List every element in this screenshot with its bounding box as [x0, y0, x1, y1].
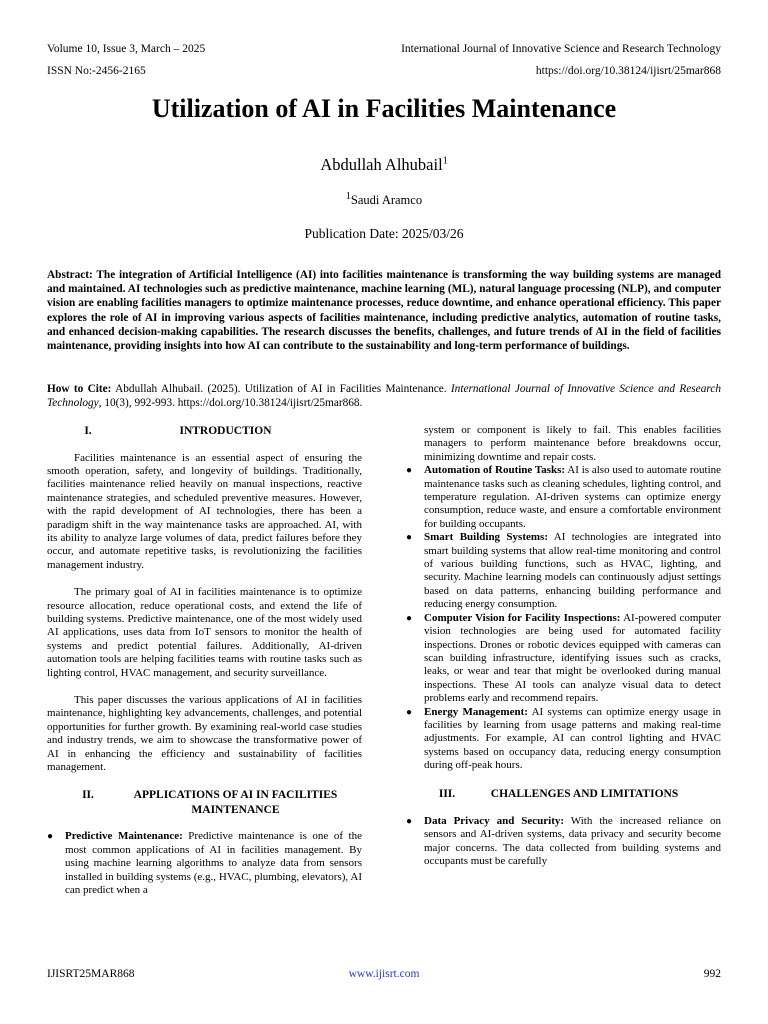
bullet-icon: ●: [406, 612, 413, 624]
bullet-lead: Energy Management:: [424, 705, 528, 718]
paper-title: Utilization of AI in Facilities Maintenance: [151, 94, 617, 123]
affiliation-sup: 1: [345, 190, 351, 202]
predictive-maintenance-continued: system or component is likely to fail. This enables facilities managers to perform maintenance before breakdowns occur, minimizing downtime and repair costs.: [424, 424, 721, 463]
website-link[interactable]: www.ijisrt.com: [348, 968, 420, 980]
header-journal: International Journal of Innovative Science and Research Technology: [401, 43, 721, 55]
author-name: Abdullah Alhubail: [320, 155, 443, 174]
header-doi-link[interactable]: https://doi.org/10.38124/ijisrt/25mar868: [535, 65, 721, 77]
bullet-energy-management: [406, 706, 721, 773]
how-to-cite: [47, 382, 721, 410]
section-number: I.: [84, 425, 92, 437]
bullet-text: Predictive maintenance is one of the most common applications of AI in facilities management. By using machine learning algorithms to analyze data from sensors installed in building systems (e.g., HVAC, plumbing, elevators), AI can predict when a: [65, 830, 362, 897]
cite-text-2: , 10(3), 992-993. https://doi.org/10.38124/ijisrt/25mar868.: [98, 397, 363, 410]
bullet-icon: ●: [406, 532, 413, 544]
footer-page-number: 992: [703, 968, 721, 980]
section-heading-applications: [47, 788, 362, 817]
cite-label: How to Cite:: [47, 383, 112, 395]
bullet-text: With the increased reliance on sensors and AI-driven systems, data privacy and security become major concerns. The data collected from building systems and occupants must be carefully: [424, 815, 721, 868]
section-title: INTRODUCTION: [179, 425, 272, 437]
cite-text-1: Abdullah Alhubail. (2025). Utilization of AI in Facilities Maintenance.: [111, 383, 451, 395]
bullet-predictive-maintenance: [47, 830, 362, 897]
bullet-icon: ●: [406, 706, 413, 718]
left-column: [47, 424, 362, 897]
footer-website: [0, 967, 768, 981]
bullet-lead: Computer Vision for Facility Inspections:: [424, 611, 621, 624]
abstract: Abstract: The integration of Artificial Intelligence (AI) into facilities maintenance is transforming the way building systems are managed and maintained. AI technologies such as predictive maintenance, machine learning (ML), natural language processing (NLP), and computer vision are enabling facilities managers to optimize maintenance processes, reduce downtime, and enhance operational efficiency. This paper explores the role of AI in improving various aspects of facilities maintenance, including predictive analytics, automation of routine tasks, and enhanced decision-making capabilities. The research discusses the benefits, challenges, and future trends of AI in the field of facilities maintenance, providing insights into how AI can contribute to the sustainability and long-term performance of buildings.: [47, 269, 721, 353]
section-title: APPLICATIONS OF AI IN FACILITIES MAINTENANCE: [133, 789, 338, 816]
bullet-lead: Automation of Routine Tasks:: [424, 464, 566, 477]
bullet-data-privacy: [406, 815, 721, 869]
author-line: [0, 154, 768, 176]
publication-date: Publication Date: 2025/03/26: [304, 226, 464, 241]
bullet-lead: Data Privacy and Security:: [424, 815, 565, 828]
bullet-icon: ●: [406, 816, 413, 828]
bullet-icon: ●: [406, 465, 413, 477]
affiliation-line: [0, 191, 768, 209]
intro-paragraph-2: The primary goal of AI in facilities maintenance is to optimize resource allocation, reduce operational costs, and extend the life of building systems. Predictive maintenance, one of the most widely used AI applications, uses data from IoT sensors to monitor the health of systems and predict potential failures. Additionally, AI-driven automation tools are helping facilities teams with routine tasks such as lighting control, HVAC management, and security surveillance.: [47, 586, 362, 679]
section-number: II.: [82, 789, 94, 802]
intro-paragraph-3: This paper discusses the various applications of AI in facilities maintenance, highlighting key advancements, challenges, and potential opportunities for further growth. By examining real-world case studies and industry trends, we aim to showcase the transformative power of AI in enhancing the efficiency and sustainability of facilities management.: [47, 694, 362, 774]
bullet-lead: Smart Building Systems:: [424, 531, 548, 544]
footer-paper-id: IJISRT25MAR868: [47, 968, 135, 980]
intro-paragraph-1: Facilities maintenance is an essential aspect of ensuring the smooth operation, safety, and longevity of buildings. Traditionally, facilities maintenance relied heavily on manual inspections, reactive maintenance strategies, and scheduled preventive measures. However, with the rapid development of AI technologies, there has been a paradigm shift in the way maintenance tasks are approached. AI, with its ability to analyze large volumes of data, predict failures before they occur, and automate repetitive tasks, is revolutionizing the facilities management industry.: [47, 451, 362, 571]
cite-journal: International Journal of Innovative Science and Research Technology: [47, 383, 721, 410]
bullet-text: AI-powered computer vision technologies are being used for automated facility inspections. Drones or robotic devices equipped with cameras can scan building infrastructure, identifying issues such as cracks, leaks, or wear and tear that might be overlooked during manual inspections. These AI tools can analyze visual data to detect problems early and recommend repairs.: [424, 611, 722, 705]
header-issn: ISSN No:-2456-2165: [47, 65, 146, 77]
bullet-icon: ●: [47, 831, 54, 843]
bullet-text: AI technologies are integrated into smart building systems that allow real-time monitoring and control of various building functions, such as HVAC, lighting, and security. Machine learning models can continuously adjust settings based on data patterns, enhancing building performance and reducing energy consumption.: [424, 531, 721, 611]
bullet-text: AI systems can optimize energy usage in facilities by learning from usage patterns and making real-time adjustments. For example, AI can control lighting and HVAC systems based on occupancy data, reducing energy consumption during off-peak hours.: [424, 705, 722, 772]
right-column: [406, 424, 721, 869]
bullet-text: AI is also used to automate routine maintenance tasks such as cleaning schedules, lighting control, and temperature regulation. AI-driven systems can optimize energy consumption, reduce waste, and ensure a comfortable environment for building occupants.: [424, 464, 722, 530]
bullet-smart-building: [406, 531, 721, 611]
section-number: III.: [438, 787, 456, 800]
section-heading-introduction: [47, 424, 362, 439]
header-volume: Volume 10, Issue 3, March – 2025: [47, 43, 206, 55]
bullet-computer-vision: [406, 612, 721, 706]
section-heading-challenges: [406, 787, 721, 802]
affiliation-name: Saudi Aramco: [350, 193, 423, 207]
author-sup: 1: [442, 155, 448, 167]
bullet-automation: [406, 464, 721, 531]
bullet-lead: Predictive Maintenance:: [65, 830, 183, 843]
section-title: CHALLENGES AND LIMITATIONS: [490, 787, 679, 800]
